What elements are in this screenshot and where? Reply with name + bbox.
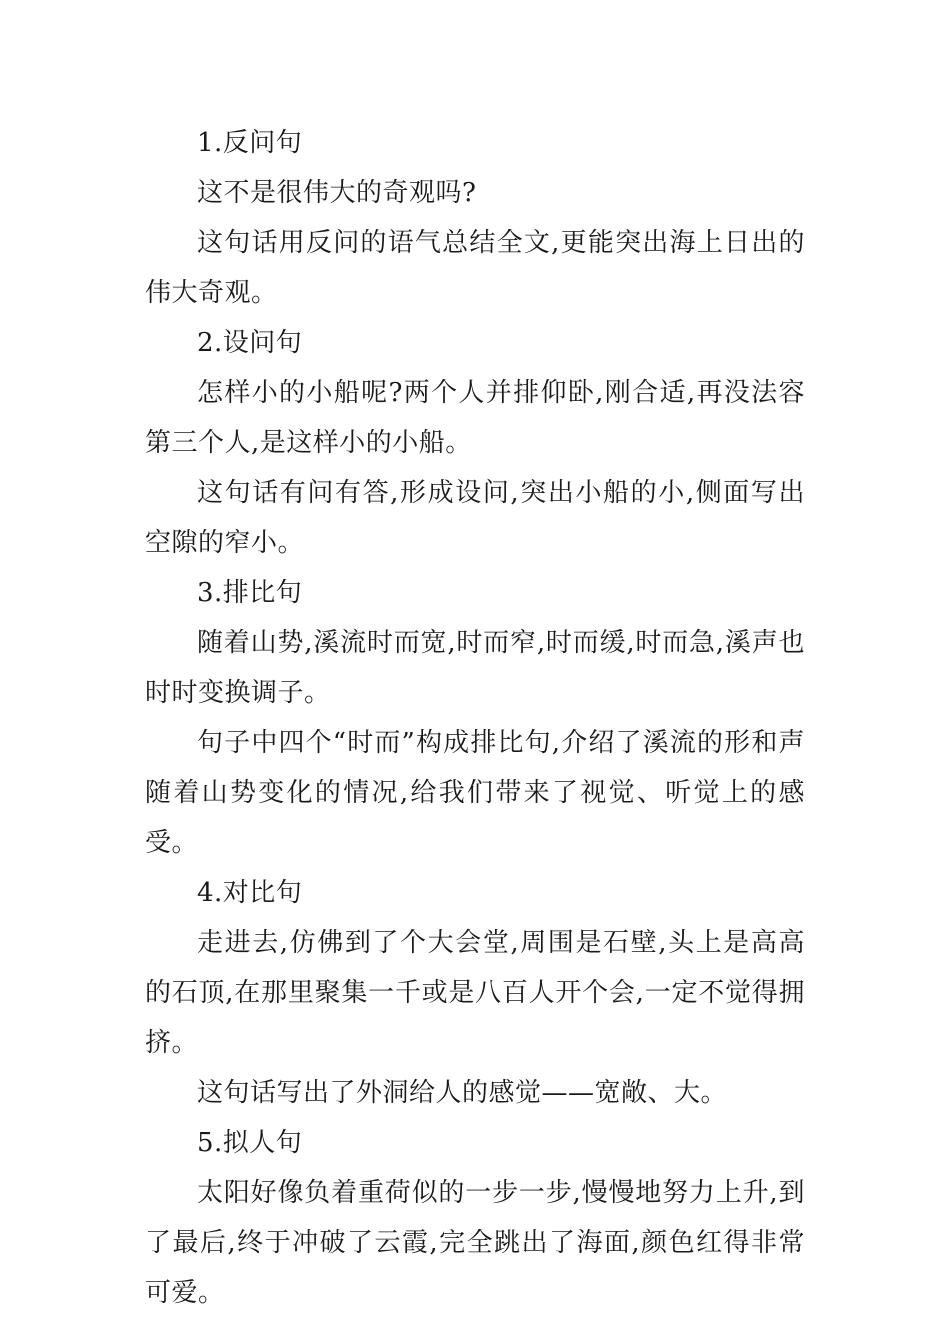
explanation-paragraph: 这句话有问有答,形成设问,突出小船的小,侧面写出空隙的窄小。: [145, 478, 805, 558]
explanation-paragraph: 句子中四个“时而”构成排比句,介绍了溪流的形和声随着山势变化的情况,给我们带来了视觉、听觉上的感受。: [145, 728, 805, 858]
heading-contrast: 4.对比句: [197, 878, 303, 908]
example-sentence: 随着山势,溪流时而宽,时而窄,时而缓,时而急,溪声也时时变换调子。: [145, 628, 805, 708]
example-sentence: 这不是很伟大的奇观吗?: [197, 178, 477, 208]
example-sentence: 太阳好像负着重荷似的一步一步,慢慢地努力上升,到了最后,终于冲破了云霞,完全跳出了海面,颜色红得非常可爱。: [145, 1178, 805, 1308]
heading-rhetorical-question: 1.反问句: [197, 128, 303, 158]
explanation-paragraph: 这句话用反问的语气总结全文,更能突出海上日出的伟大奇观。: [145, 228, 805, 308]
example-sentence: 怎样小的小船呢?两个人并排仰卧,刚合适,再没法容第三个人,是这样小的小船。: [145, 378, 805, 458]
heading-personification: 5.拟人句: [197, 1128, 303, 1158]
heading-parallelism: 3.排比句: [197, 578, 303, 608]
example-sentence: 走进去,仿佛到了个大会堂,周围是石壁,头上是高高的石顶,在那里聚集一千或是八百人开个会,一定不觉得拥挤。: [145, 928, 805, 1058]
heading-set-question: 2.设问句: [197, 328, 303, 358]
explanation-paragraph: 这句话写出了外洞给人的感觉——宽敞、大。: [197, 1078, 728, 1108]
document-body: [145, 118, 805, 1318]
